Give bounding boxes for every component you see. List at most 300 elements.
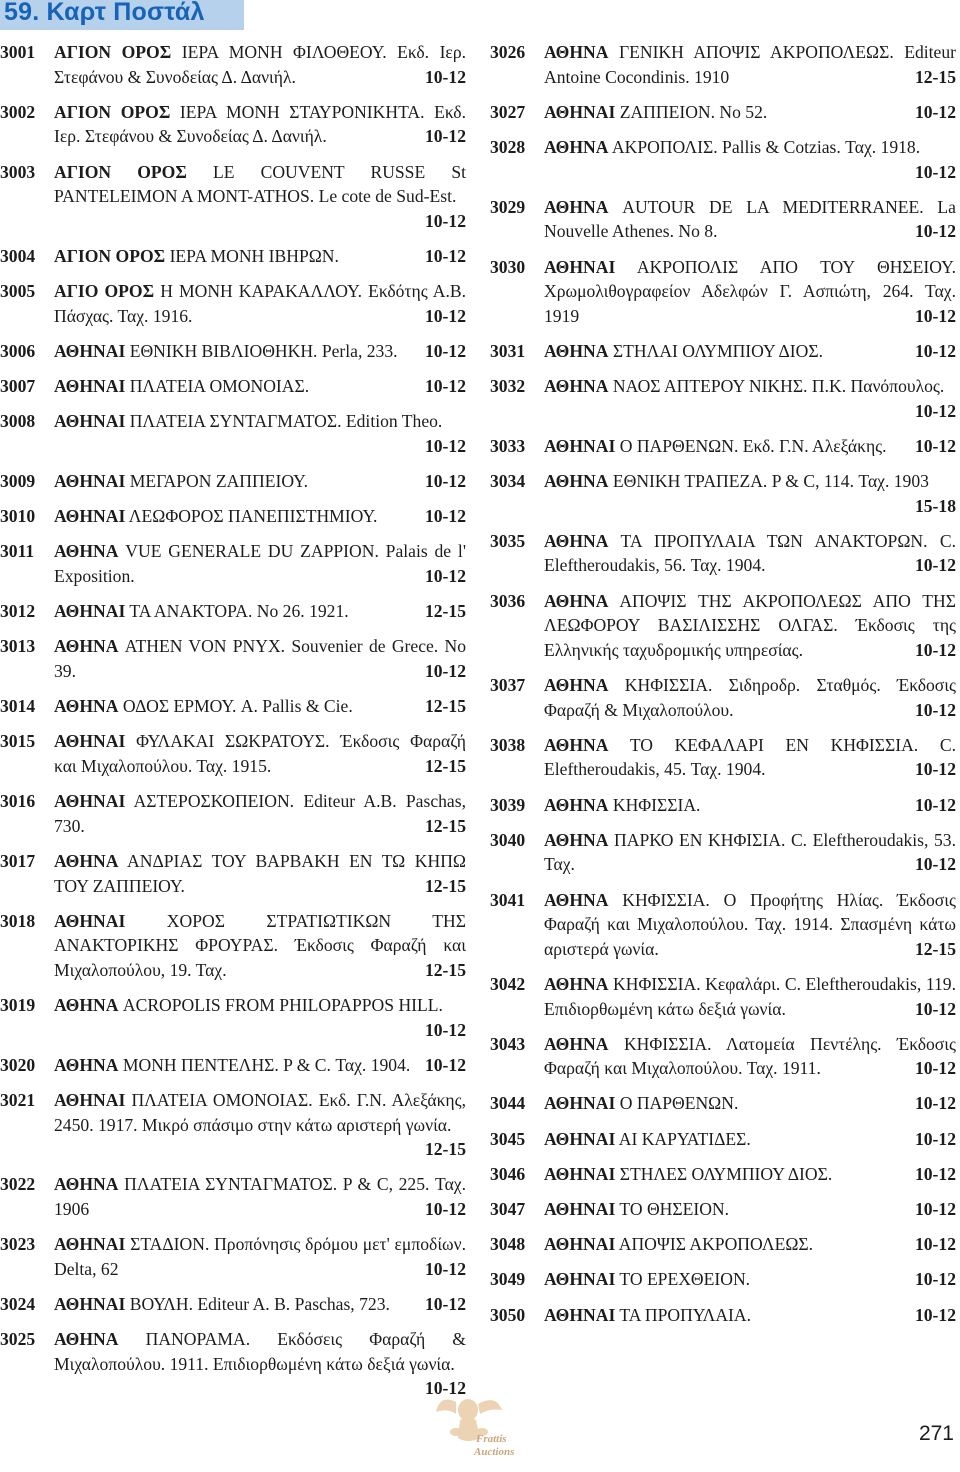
lot-number: 3030 [490,256,526,277]
lot-text: ΒΟΥΛΗ. Editeur A. B. Paschas, 723. [129,1294,390,1314]
lot-price: 10-12 [424,340,466,361]
lot-entry [490,673,956,722]
lot-number: 3049 [490,1269,526,1290]
lot-description [54,729,466,778]
lot-entry [490,888,956,962]
lot-number: 3024 [0,1294,36,1314]
lot-location: ΑΘΗΝΑ [544,471,609,492]
lot-location: ΑΘΗΝΑΙ [54,376,126,397]
lot-location: ΑΘΗΝΑ [544,136,609,157]
lot-price: 10-12 [914,639,956,660]
lot-number: 3040 [490,829,526,850]
lot-location: ΑΘΗΝΑΙ [54,601,126,622]
lot-entry [490,339,956,364]
lot-description [54,1292,466,1317]
lot-entry [0,504,466,529]
lot-entry [0,1327,466,1401]
lot-price: 10-12 [424,376,466,397]
lot-text: ΚΗΦΙΣΣΙΑ. Ο Προφήτης Ηλίας. Έκδοσις Φαραζή και Μιχαλοπούλου. Ταχ. 1914. Σπασμένη κάτω αριστερά γωνία. [544,889,956,959]
lot-entry [490,195,956,244]
lot-location: ΑΘΗΝΑ [544,1033,609,1054]
lot-number: 3002 [0,101,36,122]
lot-location: ΑΘΗΝΑΙ [54,731,126,752]
lot-location: ΑΘΗΝΑΙ [54,340,126,361]
lot-text: ΙΕΡΑ ΜΟΝΗ ΦΙΛΟΘΕΟΥ. Εκδ. Ιερ. Στεφάνου & Συνοδείας Δ. Δανιήλ. [54,42,466,87]
lot-text: ΤΟ ΚΕΦΑΛΑΡΙ ΕΝ ΚΗΦΙΣΣΙΑ. C. Eleftheroudakis, 45. Ταχ. 1904. [544,734,956,780]
lot-number: 3031 [490,340,526,361]
lot-location: ΑΘΗΝΑ [544,973,609,994]
lot-description [54,1327,466,1401]
lot-text: ΙΕΡΑ ΜΟΝΗ ΣΤΑΥΡΟΝΙΚΗΤΑ. Εκδ. Ιερ. Στεφάνου & Συνοδείας Δ. Δανιήλ. [54,101,466,147]
lot-number: 3043 [490,1033,526,1054]
lot-number: 3006 [0,340,36,361]
lot-number: 3046 [490,1163,526,1184]
lot-number: 3035 [490,530,526,551]
lot-entry [490,40,956,89]
lot-location: ΑΘΗΝΑ [544,530,609,551]
lot-number: 3032 [490,376,526,397]
lot-price: 12-15 [424,815,466,836]
lot-description [54,1232,466,1281]
lot-entry [490,1303,956,1328]
lot-location: ΑΘΗΝΑΙ [544,1304,616,1325]
lot-description [544,1267,956,1292]
lot-text: ΦΥΛΑΚΑΙ ΣΩΚΡΑΤΟΥΣ. Έκδοσις Φαραζή και Μιχαλοπούλου. Ταχ. 1915. [54,731,466,776]
lot-entry [490,1162,956,1187]
lot-number: 3010 [0,506,36,527]
lot-location: ΑΘΗΝΑΙ [54,1294,126,1314]
lot-price: 10-12 [914,101,956,122]
lot-description [54,1053,466,1078]
lot-description [544,828,956,877]
lot-number: 3033 [490,435,526,456]
lot-price: 10-12 [914,699,956,720]
lot-number: 3036 [490,590,526,611]
lot-text: ΚΗΦΙΣΣΙΑ. Σιδηροδρ. Σταθμός. Έκδοσις Φαραζή & Μιχαλοπούλου. [544,675,956,720]
lot-entry [0,100,466,149]
lot-price: 10-12 [424,1294,466,1314]
lot-description [544,40,956,89]
lot-entry [490,255,956,329]
lot-entry [0,1292,466,1317]
lot-text: Η ΜΟΝΗ ΚΑΡΑΚΑΛΛΟΥ. Εκδότης Α.Β. Πάσχας. Ταχ. 1916. [54,281,467,326]
lot-entry [490,1267,956,1292]
lot-entry [0,339,466,364]
lot-text: ΣΤΑΔΙΟΝ. Προπόνησις δρόμου μετ' εμποδίων. Delta, 62 [54,1234,466,1279]
lot-description [54,409,466,458]
lot-location: ΑΘΗΝΑ [544,42,609,62]
lot-description [544,255,956,329]
lot-number: 3018 [0,910,36,931]
lot-description [544,1127,956,1152]
cherub-logo-icon [426,1392,538,1462]
lot-text: ΑΚΡΟΠΟΛΙΣ ΑΠΟ ΤΟΥ ΘΗΣΕΙΟΥ. Χρωμολιθογραφείον Αδελφών Γ. Ασπιώτη, 264. Ταχ. 1919 [544,256,956,326]
lot-price: 10-12 [914,555,956,576]
lot-description [544,339,956,364]
lot-entry [0,729,466,778]
watermark-line1: Frattis [476,1433,507,1445]
lot-location: ΑΘΗΝΑ [54,541,119,562]
lot-location: ΑΘΗΝΑΙ [54,1234,126,1255]
lot-description [54,599,466,624]
lot-text: ΤΑ ΑΝΑΚΤΟΡΑ. No 26. 1921. [129,601,349,622]
lot-price: 10-12 [424,210,466,231]
lot-description [54,469,466,494]
lot-text: ΓΕΝΙΚΗ ΑΠΟΨΙΣ ΑΚΡΟΠΟΛΕΩΣ. Editeur Antoine Cocondinis. 1910 [544,42,956,87]
lot-number: 3045 [490,1128,526,1149]
lot-number: 3001 [0,42,36,62]
lot-location: ΑΘΗΝΑ [544,889,609,910]
lot-location: ΑΘΗΝΑΙ [54,471,126,492]
lot-price: 10-12 [424,305,466,326]
lot-entry [0,993,466,1042]
lot-number: 3041 [490,889,526,910]
lot-price: 12-15 [914,66,956,87]
lot-number: 3007 [0,376,36,397]
lot-description [544,1232,956,1257]
lot-number: 3019 [0,995,36,1016]
lot-description [544,469,956,518]
lot-entry [490,1091,956,1116]
lot-text: ΜΟΝΗ ΠΕΝΤΕΛΗΣ. P & C. Ταχ. 1904. [122,1054,411,1075]
lot-location: ΑΘΗΝΑ [544,376,609,397]
lot-location: ΑΘΗΝΑ [544,734,609,755]
lot-entry [0,374,466,399]
lot-text: VUE GENERALE DU ZAPPION. Palais de l' Exposition. [54,541,466,587]
lot-location: ΑΘΗΝΑΙ [54,411,126,432]
lot-location: ΑΘΗΝΑ [544,794,609,815]
lot-entry [0,469,466,494]
lot-text: ΙΕΡΑ ΜΟΝΗ ΙΒΗΡΩΝ. [169,245,339,266]
lot-number: 3021 [0,1090,36,1111]
lot-price: 10-12 [424,566,466,587]
lot-description [544,374,956,423]
lot-price: 10-12 [914,1199,956,1220]
lot-price: 10-12 [424,1378,466,1399]
lot-entry [0,849,466,898]
lot-description [544,100,956,125]
lot-location: ΑΓΙΟΝ ΟΡΟΣ [54,161,187,182]
lot-entry [0,694,466,719]
lot-price: 10-12 [914,759,956,780]
lot-description [544,1303,956,1328]
lot-price: 10-12 [914,1269,956,1290]
lot-description [54,374,466,399]
lot-text: LE COUVENT RUSSE St PANTELEIMON A MONT-ATHOS. Le cote de Sud-Est. [54,161,466,207]
lot-price: 10-12 [424,1054,466,1075]
lot-number: 3029 [490,196,526,217]
lot-location: ΑΘΗΝΑΙ [544,435,616,456]
lot-location: ΑΓΙΟΝ ΟΡΟΣ [54,101,171,122]
lot-description [54,1172,466,1221]
lot-number: 3047 [490,1199,526,1220]
lot-description [544,673,956,722]
lot-description [54,1088,466,1162]
lot-entry [0,409,466,458]
lot-location: ΑΘΗΝΑΙ [544,1093,616,1114]
lot-entry [490,1032,956,1081]
lot-entry [490,100,956,125]
lot-entry [0,160,466,234]
lot-entry [490,135,956,184]
lot-description [544,1197,956,1222]
lot-number: 3044 [490,1093,526,1114]
lot-price: 10-12 [914,340,956,361]
lot-location: ΑΘΗΝΑ [54,1054,119,1075]
lot-price: 12-15 [424,696,466,717]
lot-description [544,1162,956,1187]
lot-text: ΠΛΑΤΕΙΑ ΣΥΝΤΑΓΜΑΤΟΣ. P & C, 225. Ταχ. 1906 [54,1174,466,1220]
lot-location: ΑΘΗΝΑΙ [544,256,616,277]
lot-description [544,195,956,244]
watermark-line2: Auctions [474,1446,515,1458]
lot-text: ΚΗΦΙΣΣΙΑ. Κεφαλάρι. C. Eleftheroudakis, 119. Επιδιορθωμένη κάτω δεξιά γωνία. [544,973,956,1019]
lot-entry [0,1088,466,1162]
lot-entry [0,40,466,89]
lot-text: ΚΗΦΙΣΣΙΑ. Λατομεία Πεντέλης. Έκδοσις Φαραζή και Μιχαλοπούλου. Ταχ. 1911. [544,1033,956,1079]
lot-text: ΛΕΩΦΟΡΟΣ ΠΑΝΕΠΙΣΤΗΜΙΟΥ. [128,506,378,527]
lot-location: ΑΘΗΝΑ [54,636,119,657]
lot-entry [490,793,956,818]
lot-location: ΑΘΗΝΑΙ [544,1128,616,1149]
lot-price: 12-15 [424,875,466,896]
lot-price: 10-12 [424,1019,466,1040]
lot-description [54,244,466,269]
lot-entry [0,599,466,624]
lot-text: ΚΗΦΙΣΣΙΑ. [612,794,701,815]
lot-text: ΠΑΡΚΟ ΕΝ ΚΗΦΙΣΙΑ. C. Eleftheroudakis, 53. Ταχ. [544,829,956,875]
lot-location: ΑΘΗΝΑΙ [54,791,126,812]
lot-description [54,694,466,719]
lot-text: AUTOUR DE LA MEDITERRANEE. La Nouvelle Athenes. No 8. [544,196,956,242]
lot-number: 3037 [490,675,526,695]
lot-entry [490,589,956,663]
lot-number: 3026 [490,42,526,62]
lot-text: Ο ΠΑΡΘΕΝΩΝ. Εκδ. Γ.Ν. Αλεξάκης. [619,435,887,456]
lot-location: ΑΘΗΝΑ [54,696,119,717]
lot-description [54,993,466,1042]
frattis-auctions-watermark [426,1392,538,1462]
section-title: 59. Καρτ Ποστάλ [4,0,205,26]
lot-location: ΑΓΙΟΝ ΟΡΟΣ [54,245,166,266]
lot-price: 10-12 [914,435,956,456]
lot-text: ΠΛΑΤΕΙΑ ΣΥΝΤΑΓΜΑΤΟΣ. Edition Theo. [129,411,443,432]
lot-number: 3022 [0,1174,36,1195]
lot-description [544,972,956,1021]
lot-location: ΑΓΙΟ ΟΡΟΣ [54,281,155,302]
lot-entry [0,279,466,328]
lot-text: ΑΠΟΨΙΣ ΑΚΡΟΠΟΛΕΩΣ. [618,1234,814,1255]
lot-text: ΜΕΓΑΡΟΝ ΖΑΠΠΕΙΟΥ. [129,471,309,492]
lot-description [54,40,466,89]
lot-text: ΧΟΡΟΣ ΣΤΡΑΤΙΩΤΙΚΩΝ ΤΗΣ ΑΝΑΚΤΟΡΙΚΗΣ ΦΡΟΥΡΑΣ. Έκδοσις Φαραζή και Μιχαλοπούλου, 19. Ταχ. [54,910,466,980]
lot-price: 12-15 [424,755,466,776]
lot-number: 3015 [0,731,36,752]
lot-text: ΑΙ ΚΑΡΥΑΤΙΔΕΣ. [618,1128,751,1149]
lot-entry [490,1232,956,1257]
lot-text: ΠΛΑΤΕΙΑ ΟΜΟΝΟΙΑΣ. Εκδ. Γ.Ν. Αλεξάκης, 2450. 1917. Μικρό σπάσιμο στην κάτω αριστερή γωνία. [54,1090,466,1135]
lot-number: 3003 [0,161,36,182]
lot-location: ΑΘΗΝΑ [544,829,609,850]
lot-location: ΑΘΗΝΑΙ [54,506,126,527]
lot-location: ΑΘΗΝΑ [544,675,609,695]
lot-text: ΑΠΟΨΙΣ ΤΗΣ ΑΚΡΟΠΟΛΕΩΣ ΑΠΟ ΤΗΣ ΛΕΩΦΟΡΟΥ ΒΑΣΙΛΙΣΣΗΣ ΟΛΓΑΣ. Έκδοσις της Ελληνικής ταχυδρομικής υπηρεσίας. [544,590,956,660]
lot-description [544,793,956,818]
lot-number: 3028 [490,136,526,157]
lot-text: ΟΔΟΣ ΕΡΜΟΥ. A. Pallis & Cie. [122,696,353,717]
lot-price: 10-12 [914,998,956,1019]
lot-number: 3050 [490,1304,526,1325]
lot-text: ΤΟ ΘΗΣΕΙΟΝ. [619,1199,730,1220]
lot-text: ΣΤΗΛΕΣ ΟΛΥΜΠΙΟΥ ΔΙΟΣ. [619,1163,833,1184]
lot-price: 10-12 [914,221,956,242]
lot-text: ΑΚΡΟΠΟΛΙΣ. Pallis & Cotzias. Ταχ. 1918. [611,136,921,157]
lot-number: 3039 [490,794,526,815]
lot-number: 3014 [0,696,36,717]
lot-description [544,1032,956,1081]
lot-location: ΑΘΗΝΑΙ [54,1090,126,1111]
lot-price: 10-12 [424,506,466,527]
lot-text: ΖΑΠΠΕΙΟΝ. No 52. [619,101,768,122]
lot-number: 3025 [0,1329,36,1350]
lot-price: 10-12 [914,1058,956,1079]
lot-entry [0,634,466,683]
lot-description [54,634,466,683]
lot-location: ΑΘΗΝΑ [54,1174,119,1195]
lot-location: ΑΘΗΝΑ [54,995,119,1016]
lot-price: 10-12 [914,794,956,815]
lot-description [54,279,466,328]
lot-number: 3013 [0,636,36,657]
lot-price: 10-12 [914,1163,956,1184]
lot-text: ΑΝΔΡΙΑΣ ΤΟΥ ΒΑΡΒΑΚΗ ΕΝ ΤΩ ΚΗΠΩ ΤΟΥ ΖΑΠΠΕΙΟΥ. [54,850,466,896]
lot-entry [0,244,466,269]
lot-location: ΑΘΗΝΑ [544,590,609,611]
lot-text: ΕΘΝΙΚΗ ΒΙΒΛΙΟΘΗΚΗ. Perla, 233. [129,340,398,361]
lot-text: ΑΣΤΕΡΟΣΚΟΠΕΙΟΝ. Editeur A.B. Paschas, 730. [54,791,466,836]
lot-price: 10-12 [424,66,466,87]
lot-entry [490,1197,956,1222]
lot-description [54,539,466,588]
lot-entry [490,972,956,1021]
lot-price: 10-12 [914,1128,956,1149]
lot-location: ΑΘΗΝΑΙ [544,1199,616,1220]
lot-price: 10-12 [424,245,466,266]
lot-description [54,100,466,149]
lot-text: ΠΛΑΤΕΙΑ ΟΜΟΝΟΙΑΣ. [129,376,310,397]
lot-price: 10-12 [914,161,956,182]
lot-number: 3038 [490,734,526,755]
lot-description [544,1091,956,1116]
lot-number: 3020 [0,1054,36,1075]
lot-number: 3042 [490,973,526,994]
lot-location: ΑΘΗΝΑ [544,340,609,361]
lot-description [544,589,956,663]
lot-text: ΕΘΝΙΚΗ ΤΡΑΠΕΖΑ. P & C, 114. Ταχ. 1903 [612,471,929,492]
lot-text: ΤΟ ΕΡΕΧΘΕΙΟΝ. [619,1269,751,1290]
lot-description [544,888,956,962]
lot-column-right [490,40,956,1338]
page-header [0,0,960,30]
lot-price: 10-12 [914,1093,956,1114]
lot-number: 3017 [0,850,36,871]
lot-entry [0,909,466,983]
lot-price: 10-12 [424,126,466,147]
lot-location: ΑΘΗΝΑ [544,196,609,217]
lot-price: 10-12 [424,1199,466,1220]
lot-price: 12-15 [914,938,956,959]
lot-text: Ο ΠΑΡΘΕΝΩΝ. [619,1093,739,1114]
lot-number: 3012 [0,601,36,622]
lot-location: ΑΓΙΟΝ ΟΡΟΣ [54,42,172,62]
lot-price: 10-12 [914,854,956,875]
lot-entry [0,789,466,838]
lot-number: 3009 [0,471,36,492]
lot-entry [490,469,956,518]
lot-entry [490,733,956,782]
lot-number: 3016 [0,791,36,812]
lot-price: 10-12 [424,435,466,456]
lot-location: ΑΘΗΝΑΙ [544,1234,616,1255]
lot-location: ΑΘΗΝΑΙ [544,1163,616,1184]
lot-description [54,849,466,898]
lot-price: 10-12 [424,471,466,492]
lot-location: ΑΘΗΝΑ [54,1329,119,1350]
page-number: 271 [918,1422,954,1445]
lot-description [544,733,956,782]
lot-text: ΝΑΟΣ ΑΠΤΕΡΟΥ ΝΙΚΗΣ. Π.Κ. Πανόπουλος. [612,376,945,397]
lot-price: 10-12 [914,305,956,326]
lot-description [54,789,466,838]
lot-number: 3011 [0,541,35,562]
lot-entry [0,1053,466,1078]
lot-location: ΑΘΗΝΑ [54,850,119,871]
lot-number: 3023 [0,1234,36,1255]
lot-entry [490,374,956,423]
lot-entry [0,1172,466,1221]
lot-text: ΠΑΝΟΡΑΜΑ. Εκδόσεις Φαραζή & Μιχαλοπούλου. 1911. Επιδιορθωμένη κάτω δεξιά γωνία. [54,1329,466,1374]
lot-number: 3034 [490,471,526,492]
lot-text: ACROPOLIS FROM PHILOPAPPOS HILL. [122,995,443,1016]
lot-number: 3004 [0,245,36,266]
lot-price: 12-15 [424,959,466,980]
lot-description [544,529,956,578]
lot-location: ΑΘΗΝΑΙ [544,1269,616,1290]
lot-column-left [0,40,466,1412]
lot-text: ΣΤΗΛΑΙ ΟΛΥΜΠΙΟΥ ΔΙΟΣ. [612,340,823,361]
lot-description [54,909,466,983]
lot-price: 12-15 [424,1139,466,1160]
lot-description [544,135,956,184]
lot-description [54,160,466,234]
section-title-bar [0,0,244,30]
lot-number: 3005 [0,281,36,302]
lot-price: 10-12 [424,1258,466,1279]
lot-text: ΤΑ ΠΡΟΠΥΛΑΙΑ. [619,1304,752,1325]
lot-entry [490,434,956,459]
lot-text: ATHEN VON PNYX. Souvenier de Grece. No 39. [54,636,466,681]
lot-price: 10-12 [914,400,956,421]
lot-entry [490,1127,956,1152]
lot-price: 10-12 [914,1234,956,1255]
lot-number: 3008 [0,411,36,432]
lot-entry [490,828,956,877]
lot-entry [0,1232,466,1281]
lot-price: 10-12 [424,661,466,681]
lot-entry [490,529,956,578]
lot-location: ΑΘΗΝΑΙ [544,101,616,122]
lot-price: 15-18 [914,495,956,516]
